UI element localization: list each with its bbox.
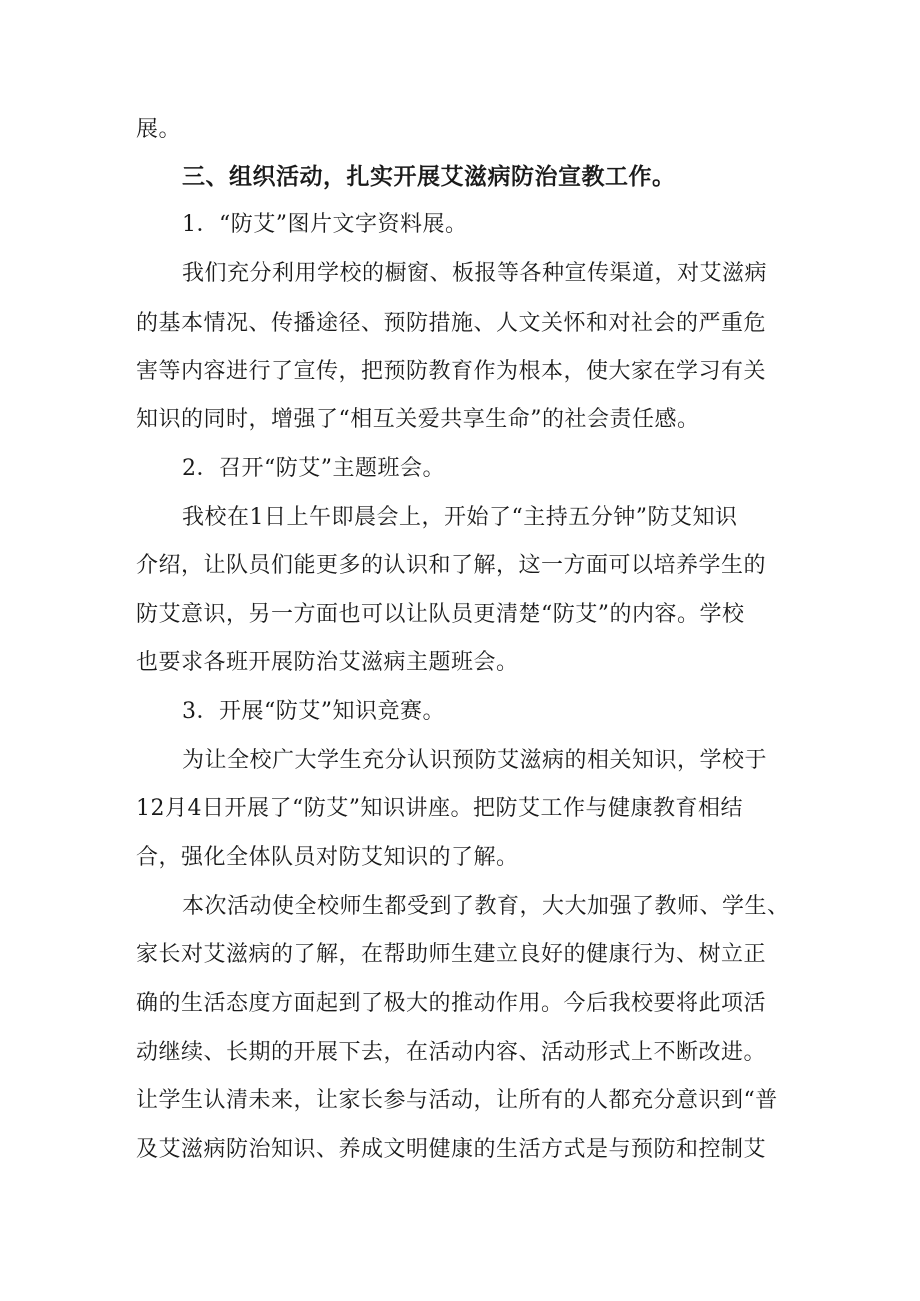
paragraph-line: 防艾意识，另一方面也可以让队员更清楚“防艾”的内容。学校: [136, 602, 745, 627]
paragraph-line: 动继续、长期的开展下去，在活动内容、活动形式上不断改进。: [136, 1040, 767, 1065]
subheading-1: 1．“防艾”图片文字资料展。: [182, 212, 468, 237]
paragraph-line: 及艾滋病防治知识、养成文明健康的生活方式是与预防和控制艾: [136, 1137, 767, 1162]
paragraph-line: 本次活动使全校师生都受到了教育，大大加强了教师、学生、: [182, 894, 790, 919]
paragraph-line: 为让全校广大学生充分认识预防艾滋病的相关知识，学校于: [182, 748, 768, 773]
paragraph-line: 合，强化全体队员对防艾知识的了解。: [136, 845, 519, 870]
paragraph-line: 确的生活态度方面起到了极大的推动作用。今后我校要将此项活: [136, 991, 767, 1016]
paragraph-line: 的基本情况、传播途径、预防措施、人文关怀和对社会的严重危: [136, 311, 767, 336]
subheading-3: 3．开展“防艾”知识竞赛。: [182, 699, 445, 724]
paragraph-line: 我们充分利用学校的橱窗、板报等各种宣传渠道，对艾滋病: [182, 261, 768, 286]
paragraph-line: 知识的同时，增强了“相互关爱共享生命”的社会责任感。: [136, 407, 700, 432]
paragraph-line: 我校在1日上午即晨会上，开始了“主持五分钟”防艾知识: [182, 505, 738, 530]
paragraph-continuation: 展。: [136, 117, 182, 142]
paragraph-line: 介绍，让队员们能更多的认识和了解，这一方面可以培养学生的: [136, 553, 767, 578]
paragraph-line: 让学生认清未来，让家长参与活动，让所有的人都充分意识到“普: [136, 1088, 778, 1113]
paragraph-line: 也要求各班开展防治艾滋病主题班会。: [136, 650, 519, 675]
section-heading: 三、组织活动，扎实开展艾滋病防治宣教工作。: [182, 164, 676, 190]
paragraph-line: 12月4日开展了“防艾”知识讲座。把防艾工作与健康教育相结: [136, 796, 743, 821]
paragraph-line: 家长对艾滋病的了解，在帮助师生建立良好的健康行为、树立正: [136, 942, 767, 967]
subheading-2: 2．召开“防艾”主题班会。: [182, 456, 445, 481]
paragraph-line: 害等内容进行了宣传，把预防教育作为根本，使大家在学习有关: [136, 359, 767, 384]
